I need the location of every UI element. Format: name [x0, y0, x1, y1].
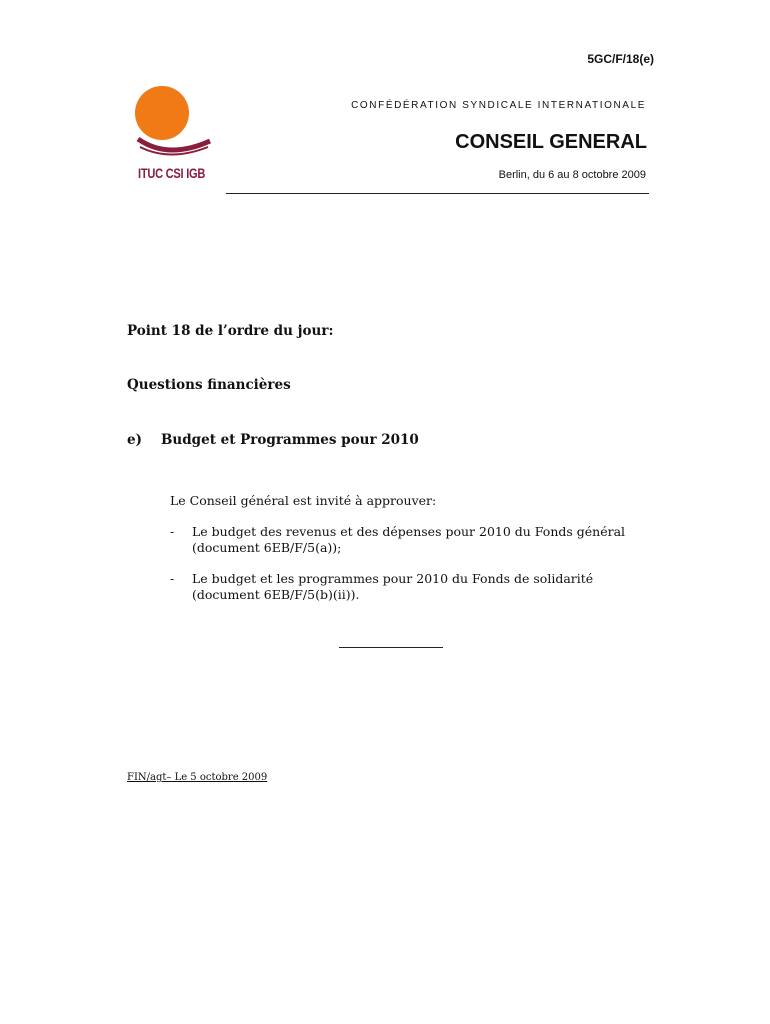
logo-emblem-icon	[132, 84, 216, 164]
logo-arc	[138, 139, 210, 150]
list-item	[170, 524, 630, 556]
agenda-point: Point 18 de l’ordre du jour:	[127, 323, 334, 339]
list-dash: -	[170, 571, 175, 586]
agenda-subject: Questions financières	[127, 377, 291, 393]
list-item	[170, 571, 630, 603]
document-reference: 5GC/F/18(e)	[587, 52, 654, 66]
list-item-line: Le budget des revenus et des dépenses pour 2010 du Fonds général	[192, 524, 626, 539]
agenda-item	[127, 432, 419, 448]
header-divider	[226, 193, 649, 194]
organization-name: CONFÉDÉRATION SYNDICALE INTERNATIONALE	[351, 100, 646, 111]
council-title: CONSEIL GENERAL	[455, 131, 647, 153]
agenda-item-letter: e)	[127, 432, 142, 448]
logo-text: ITUC CSI IGB	[138, 166, 206, 181]
agenda-item-title: Budget et Programmes pour 2010	[161, 432, 419, 448]
list-item-line: (document 6EB/F/5(b)(ii)).	[192, 587, 360, 602]
list-dash: -	[170, 524, 175, 539]
list-item-line: (document 6EB/F/5(a));	[192, 540, 342, 555]
footer-reference: FIN/agt– Le 5 octobre 2009	[127, 772, 268, 783]
logo-circle	[135, 86, 189, 140]
meeting-place-date: Berlin, du 6 au 8 octobre 2009	[498, 169, 646, 181]
section-separator	[339, 647, 443, 648]
list-item-line: Le budget et les programmes pour 2010 du Fonds de solidarité	[192, 571, 594, 586]
intro-text: Le Conseil général est invité à approuver:	[170, 493, 437, 508]
